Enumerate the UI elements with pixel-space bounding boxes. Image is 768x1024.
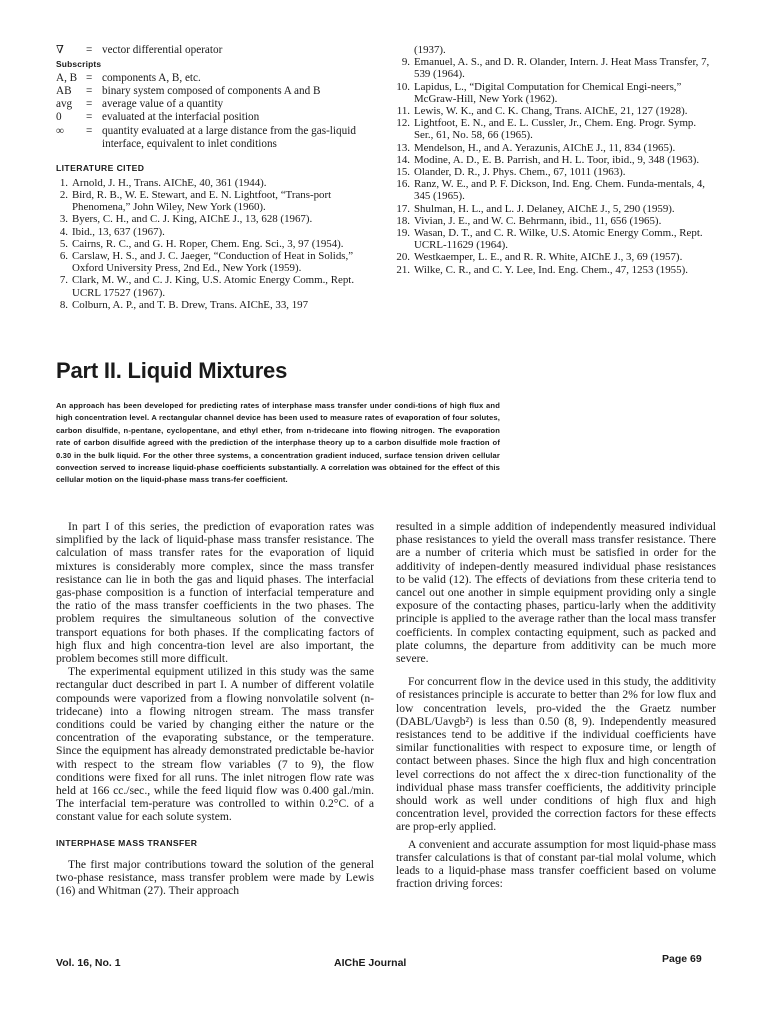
footer-volume: Vol. 16, No. 1 <box>56 957 121 969</box>
reference-item <box>394 105 716 117</box>
reference-number: 6. <box>59 249 68 262</box>
references-right <box>394 44 716 276</box>
reference-text: Lapidus, L., “Digital Computation for Chemical Engi-neers,” McGraw-Hill, New York (1962). <box>414 80 682 105</box>
reference-text: Byers, C. H., and C. J. King, AIChE J., 13, 628 (1967). <box>72 213 313 226</box>
subscript-equals: = <box>86 72 93 85</box>
footer-journal: AIChE Journal <box>334 957 407 969</box>
reference-number: 1. <box>59 176 68 189</box>
subscript-row <box>56 85 376 98</box>
subscript-row <box>56 125 376 151</box>
subscript-definition: quantity evaluated at a large distance from the gas-liquid interface, equivalent to inlet conditions <box>102 124 356 150</box>
subscript-row <box>56 98 376 111</box>
reference-item <box>394 227 716 251</box>
reference-number: 12. <box>396 117 410 130</box>
subscript-symbol: avg <box>56 98 73 111</box>
abstract: An approach has been developed for predicting rates of interphase mass transfer under condi-tions of high flux and high concentration level. A rectangular channel device has been used to measure rates of evaporation of four solutes, carbon disulfide, n-pentane, cyclopentane, and ethyl ether, from n-tridecane into flowing nitrogen. The evaporation rate of carbon disulfide agreed with the prediction of the interphase theory up to a carbon disulfide mole fraction of 0.30 in the bulk liquid. For the other three systems, a concentration gradient induced, surface tension driven cellular convection served to increase liquid-phase coefficients substantially. A correlation was obtained for the effect of this cellular motion on the liquid-phase mass trans-fer coefficient. <box>56 401 500 485</box>
reference-number: 13. <box>396 141 410 154</box>
subscript-symbol: A, B <box>56 72 78 85</box>
reference-text: Olander, D. R., J. Phys. Chem., 67, 1011 (1963). <box>414 166 626 179</box>
subscript-row <box>56 72 376 85</box>
reference-text: Colburn, A. P., and T. B. Drew, Trans. AIChE, 33, 197 <box>72 298 309 311</box>
reference-item <box>394 154 716 166</box>
reference-item <box>56 299 376 311</box>
body-paragraph: For concurrent flow in the device used in this study, the additivity of resistances principle is accurate to better than 2% for low flux and low concentration levels, pro-vided the the Graetz number (DABL/Uavgb²) is less than 0.50 (8, 9). Independently measured resistances tend to be additive if the individual coefficients have similar functionalities with respect to exposure time, or length of contact between phases. Since the high flux and high concentration level corrections do not affect the x direc-tion functionality of the individual phase mass transfer coefficients, the additivity principle should work as well under conditions of high flux and high concentration level, provided the correction factors for these effects are prop-erly applied. <box>396 675 716 834</box>
reference-text: Wilke, C. R., and C. Y. Lee, Ind. Eng. Chem., 47, 1253 (1955). <box>414 263 688 276</box>
reference-text: Arnold, J. H., Trans. AIChE, 40, 361 (1944). <box>72 176 267 189</box>
references-left <box>56 177 376 311</box>
reference-item <box>394 44 716 56</box>
subscript-symbol: AB <box>56 85 72 98</box>
nomenclature-symbol: ∇ <box>56 44 64 56</box>
subscript-equals: = <box>86 124 93 137</box>
reference-item <box>394 117 716 141</box>
reference-number: 17. <box>396 202 410 215</box>
subscript-definition: evaluated at the interfacial position <box>102 111 260 124</box>
reference-item <box>394 264 716 276</box>
reference-number: 14. <box>396 153 410 166</box>
subscripts-heading: Subscripts <box>56 59 102 70</box>
reference-number: 15. <box>396 166 410 179</box>
reference-item <box>394 203 716 215</box>
nomenclature <box>56 44 376 151</box>
reference-item <box>56 177 376 189</box>
reference-item <box>56 250 376 274</box>
body-paragraph: The experimental equipment utilized in this study was the same rectangular duct described in part I. A number of different volatile compounds were vaporized from a flowing nonvolatile solvent (n-tridecane) into a flowing nitrogen stream. The mass transfer conditions could be varied by changing either the nature or the concentration of the evaporating substance, or the temperature. Since the equipment has already demonstrated predictable be-havior with respect to the stream flow variables (7 to 9), the flow conditions were fixed for all runs. The inlet nitrogen flow rate was held at 166 cc./sec., while the feed liquid flow was 0.400 gal./min. The interfacial tem-perature was controlled to within 0.2°C. of a constant value for each solute system. <box>56 665 374 824</box>
subscript-row <box>56 111 376 124</box>
subscript-equals: = <box>86 85 93 98</box>
reference-text: Emanuel, A. S., and D. R. Olander, Intern. J. Heat Mass Transfer, 7, 539 (1964). <box>414 56 710 81</box>
reference-item <box>394 142 716 154</box>
subscript-symbol: ∞ <box>56 124 64 137</box>
reference-number: 9. <box>401 56 410 69</box>
reference-item <box>56 238 376 250</box>
nomenclature-row <box>56 44 376 57</box>
body-left-column <box>56 520 374 897</box>
reference-number <box>394 44 414 56</box>
reference-text: Vivian, J. E., and W. C. Behrmann, ibid., 11, 656 (1965). <box>414 214 662 227</box>
reference-text: Ranz, W. E., and P. F. Dickson, Ind. Eng. Chem. Funda-mentals, 4, 345 (1965). <box>414 178 706 203</box>
reference-text: Shulman, H. L., and L. J. Delaney, AIChE J., 5, 290 (1959). <box>414 202 675 215</box>
reference-text: (1937). <box>414 44 446 56</box>
reference-text: Cairns, R. C., and G. H. Roper, Chem. Eng. Sci., 3, 97 (1954). <box>72 237 344 250</box>
reference-item <box>56 226 376 238</box>
left-top-column <box>56 44 376 311</box>
subscript-definition: binary system composed of components A and B <box>102 85 321 98</box>
body-paragraph: resulted in a simple addition of independently measured individual phase resistances to yield the overall mass transfer resistance. There are a number of criteria which must be satisfied in order for the additivity of indepen-dently measured individual phase resistances to be valid (12). The effects of deviations from these criteria tend to cancel out one another in simple equipment providing only a single exposure of the contacting phases, particu-larly when the additivity principle is applied to the average rather than the local mass transfer coefficients. In complex contacting equipment, such as packed and plate columns, the departure from additivity can be much more severe. <box>396 520 716 666</box>
reference-item <box>394 215 716 227</box>
reference-text: Carslaw, H. S., and J. C. Jaeger, “Conduction of Heat in Solids,” Oxford University Press, 2nd Ed., New York (1959). <box>72 249 354 275</box>
section-heading: INTERPHASE MASS TRANSFER <box>56 837 198 848</box>
nomenclature-equals: = <box>86 44 93 56</box>
reference-item <box>56 213 376 225</box>
reference-number: 2. <box>59 188 68 201</box>
part-title: Part II. Liquid Mixtures <box>56 358 288 383</box>
reference-number: 4. <box>59 225 68 238</box>
reference-text: Lewis, W. K., and C. K. Chang, Trans. AIChE, 21, 127 (1928). <box>414 105 688 118</box>
reference-number: 20. <box>396 251 410 264</box>
reference-number: 11. <box>396 105 410 118</box>
reference-text: Modine, A. D., E. B. Parrish, and H. L. Toor, ibid., 9, 348 (1963). <box>414 153 700 166</box>
subscript-definition: components A, B, etc. <box>102 72 201 85</box>
reference-number: 7. <box>59 274 68 287</box>
literature-cited-heading: LITERATURE CITED <box>56 162 145 173</box>
body-paragraph: The first major contributions toward the solution of the general two-phase resistance, mass transfer problem were made by Lewis (16) and Whitman (27). Their approach <box>56 857 374 898</box>
reference-number: 18. <box>396 214 410 227</box>
subscript-equals: = <box>86 111 93 124</box>
reference-number: 16. <box>396 178 410 191</box>
nomenclature-definition: vector differential operator <box>102 44 223 56</box>
subscript-symbol: 0 <box>56 111 62 124</box>
body-right-column <box>396 520 716 890</box>
body-paragraph: A convenient and accurate assumption for most liquid-phase mass transfer calculations is that of constant par-tial molal volume, which leads to a liquid-phase mass transfer coefficient based on volume fraction driving forces: <box>396 837 716 891</box>
reference-item <box>394 56 716 80</box>
reference-item <box>394 81 716 105</box>
subscripts-list <box>56 72 376 151</box>
paragraph-gap <box>396 665 716 675</box>
reference-item <box>56 274 376 298</box>
reference-text: Bird, R. B., W. E. Stewart, and E. N. Lightfoot, “Trans-port Phenomena,” John Wiley, New York (1960). <box>72 188 332 214</box>
reference-item <box>394 251 716 263</box>
reference-number: 19. <box>396 227 410 240</box>
reference-number: 3. <box>59 213 68 226</box>
reference-text: Mendelson, H., and A. Yerazunis, AIChE J., 11, 834 (1965). <box>414 141 676 154</box>
reference-item <box>394 166 716 178</box>
reference-number: 8. <box>59 298 68 311</box>
reference-number: 5. <box>59 237 68 250</box>
reference-item <box>56 189 376 213</box>
reference-number: 10. <box>396 80 410 93</box>
reference-text: Westkaemper, L. E., and R. R. White, AIChE J., 3, 69 (1957). <box>414 251 683 264</box>
reference-item <box>394 178 716 202</box>
reference-number: 21. <box>396 263 410 276</box>
reference-text: Lightfoot, E. N., and E. L. Cussler, Jr., Chem. Eng. Progr. Symp. Ser., 61, No. 58, 66 (1965). <box>414 117 697 142</box>
footer-page: Page 69 <box>662 953 702 965</box>
body-paragraph: In part I of this series, the prediction of evaporation rates was simplified by the lack of liquid-phase mass transfer resistance. The calculation of mass transfer rates for the evaporation of liquid mixtures is considerably more complex, since the mass transfer resistance can lie in both the gas and liquid phases. The interfacial gas-phase composition is a function of interfacial temperature and the ratio of the mass transfer coefficients in the two phases. The problem requires the simultaneous solution of the convective transport equations for both phases. If the complicating factors of high flux and high concentra-tion level are also important, the problem becomes still more difficult. <box>56 520 374 666</box>
reference-text: Ibid., 13, 637 (1967). <box>72 225 165 238</box>
subscript-equals: = <box>86 98 93 111</box>
reference-text: Clark, M. W., and C. J. King, U.S. Atomic Energy Comm., Rept. UCRL 17527 (1967). <box>72 274 355 299</box>
subscript-definition: average value of a quantity <box>102 98 224 111</box>
reference-text: Wasan, D. T., and C. R. Wilke, U.S. Atomic Energy Comm., Rept. UCRL-11629 (1964). <box>414 227 703 252</box>
